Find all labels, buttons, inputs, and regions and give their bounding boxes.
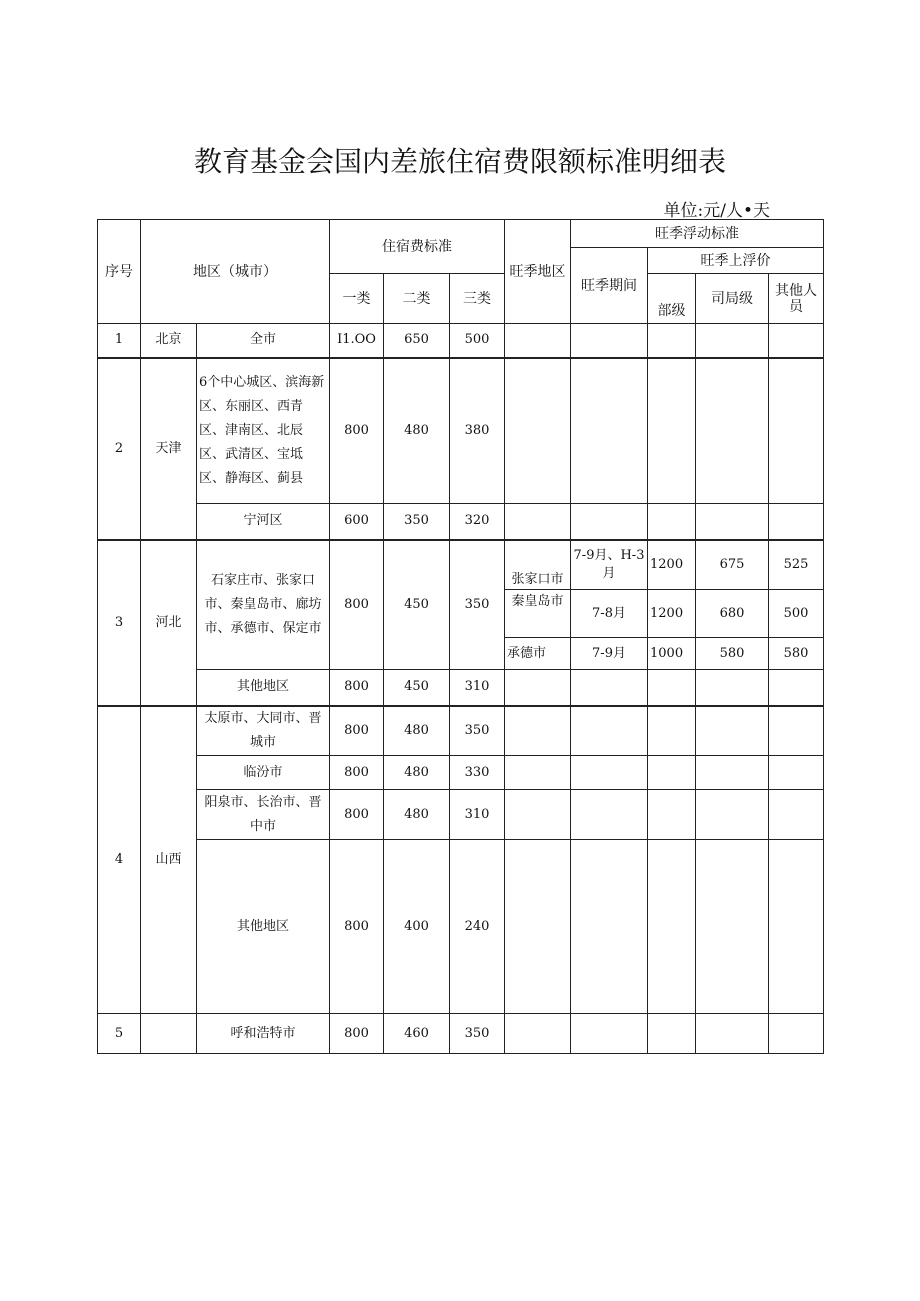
empty-cell — [648, 504, 696, 540]
peak-price-director: 675 — [696, 540, 769, 590]
peak-price-minister: 1000 — [648, 638, 696, 670]
row-class-3: 240 — [450, 840, 505, 1014]
row-class-3: 310 — [450, 790, 505, 840]
empty-cell — [505, 358, 571, 504]
empty-cell — [696, 324, 769, 358]
row-class-1: 800 — [330, 840, 384, 1014]
row-class-1: 800 — [330, 540, 384, 670]
empty-cell — [769, 1014, 824, 1054]
empty-cell — [648, 790, 696, 840]
page-title: 教育基金会国内差旅住宿费限额标准明细表 — [193, 145, 726, 178]
empty-cell — [648, 756, 696, 790]
empty-cell — [571, 324, 648, 358]
row-class-3: 330 — [450, 756, 505, 790]
row-class-2: 480 — [384, 358, 450, 504]
row-class-3: 310 — [450, 670, 505, 706]
empty-cell — [505, 324, 571, 358]
empty-cell — [571, 756, 648, 790]
empty-cell — [696, 670, 769, 706]
row-class-2: 480 — [384, 756, 450, 790]
empty-cell — [505, 706, 571, 756]
empty-cell — [769, 670, 824, 706]
peak-price-minister: 1200 — [648, 590, 696, 638]
empty-cell — [696, 706, 769, 756]
header-class-2: 二类 — [384, 274, 450, 324]
empty-cell — [648, 706, 696, 756]
peak-area: 承德市 — [505, 638, 571, 670]
empty-cell — [648, 840, 696, 1014]
empty-cell — [696, 840, 769, 1014]
row-class-1: 800 — [330, 706, 384, 756]
unit-label: 单位:元/人•天 — [663, 201, 770, 221]
row-province — [141, 1014, 197, 1054]
row-area: 临汾市 — [197, 756, 330, 790]
row-area: 石家庄市、张家口市、秦皇岛市、廊坊市、承德市、保定市 — [197, 540, 330, 670]
header-seq: 序号 — [98, 220, 141, 324]
row-seq: 3 — [98, 540, 141, 706]
row-class-1: 800 — [330, 670, 384, 706]
lodging-standard-table — [97, 219, 824, 1054]
empty-cell — [769, 840, 824, 1014]
empty-cell — [571, 504, 648, 540]
row-class-2: 460 — [384, 1014, 450, 1054]
row-class-2: 450 — [384, 540, 450, 670]
row-class-2: 480 — [384, 790, 450, 840]
empty-cell — [505, 1014, 571, 1054]
empty-cell — [505, 504, 571, 540]
peak-area: 张家口市 — [505, 540, 571, 590]
empty-cell — [571, 706, 648, 756]
peak-price-minister: 1200 — [648, 540, 696, 590]
row-area: 宁河区 — [197, 504, 330, 540]
empty-cell — [696, 358, 769, 504]
row-area: 阳泉市、长治市、晋中市 — [197, 790, 330, 840]
row-class-1: 800 — [330, 358, 384, 504]
empty-cell — [505, 840, 571, 1014]
peak-price-others: 580 — [769, 638, 824, 670]
header-price-others: 其他人员 — [769, 274, 824, 324]
empty-cell — [571, 1014, 648, 1054]
header-lodging-standard: 住宿费标准 — [330, 220, 505, 274]
row-class-3: 320 — [450, 504, 505, 540]
peak-period: 7-8月 — [571, 590, 648, 638]
row-seq: 1 — [98, 324, 141, 358]
row-class-3: 350 — [450, 706, 505, 756]
row-area: 太原市、大同市、晋城市 — [197, 706, 330, 756]
empty-cell — [769, 706, 824, 756]
row-class-3: 380 — [450, 358, 505, 504]
header-region: 地区（城市） — [141, 220, 330, 324]
row-area: 其他地区 — [197, 840, 330, 1014]
empty-cell — [769, 358, 824, 504]
peak-period: 7-9月、H-3月 — [571, 540, 648, 590]
row-class-3: 350 — [450, 540, 505, 670]
empty-cell — [648, 670, 696, 706]
row-class-2: 480 — [384, 706, 450, 756]
empty-cell — [571, 840, 648, 1014]
empty-cell — [648, 358, 696, 504]
header-peak-price: 旺季上浮价 — [648, 248, 824, 274]
row-class-1: 800 — [330, 1014, 384, 1054]
empty-cell — [696, 790, 769, 840]
empty-cell — [571, 790, 648, 840]
row-province: 天津 — [141, 358, 197, 540]
empty-cell — [769, 756, 824, 790]
empty-cell — [648, 1014, 696, 1054]
empty-cell — [505, 756, 571, 790]
header-class-1: 一类 — [330, 274, 384, 324]
empty-cell — [696, 756, 769, 790]
peak-price-director: 680 — [696, 590, 769, 638]
row-class-2: 350 — [384, 504, 450, 540]
row-class-3: 350 — [450, 1014, 505, 1054]
row-class-2: 400 — [384, 840, 450, 1014]
empty-cell — [505, 670, 571, 706]
peak-price-others: 525 — [769, 540, 824, 590]
row-class-2: 450 — [384, 670, 450, 706]
header-peak-period: 旺季期间 — [571, 248, 648, 324]
empty-cell — [571, 358, 648, 504]
empty-cell — [769, 504, 824, 540]
row-area: 全市 — [197, 324, 330, 358]
header-price-minister: 部级 — [648, 274, 696, 324]
row-class-3: 500 — [450, 324, 505, 358]
empty-cell — [696, 1014, 769, 1054]
row-class-2: 650 — [384, 324, 450, 358]
peak-price-others: 500 — [769, 590, 824, 638]
empty-cell — [505, 790, 571, 840]
row-class-1: 600 — [330, 504, 384, 540]
empty-cell — [769, 324, 824, 358]
empty-cell — [648, 324, 696, 358]
peak-price-director: 580 — [696, 638, 769, 670]
header-class-3: 三类 — [450, 274, 505, 324]
empty-cell — [696, 504, 769, 540]
header-peak-area: 旺季地区 — [505, 220, 571, 324]
row-seq: 4 — [98, 706, 141, 1014]
header-price-director: 司局级 — [696, 274, 769, 324]
row-province: 北京 — [141, 324, 197, 358]
row-class-1: I1.OO — [330, 324, 384, 358]
row-area: 6个中心城区、滨海新区、东丽区、西青区、津南区、北辰区、武清区、宝坻区、静海区、蓟县 — [197, 358, 330, 504]
row-province: 山西 — [141, 706, 197, 1014]
row-seq: 5 — [98, 1014, 141, 1054]
row-area: 其他地区 — [197, 670, 330, 706]
empty-cell — [571, 670, 648, 706]
peak-area: 秦皇岛市 — [505, 590, 571, 638]
row-seq: 2 — [98, 358, 141, 540]
peak-period: 7-9月 — [571, 638, 648, 670]
empty-cell — [769, 790, 824, 840]
row-area: 呼和浩特市 — [197, 1014, 330, 1054]
row-province: 河北 — [141, 540, 197, 706]
row-class-1: 800 — [330, 790, 384, 840]
row-class-1: 800 — [330, 756, 384, 790]
header-peak-float: 旺季浮动标准 — [571, 220, 824, 248]
